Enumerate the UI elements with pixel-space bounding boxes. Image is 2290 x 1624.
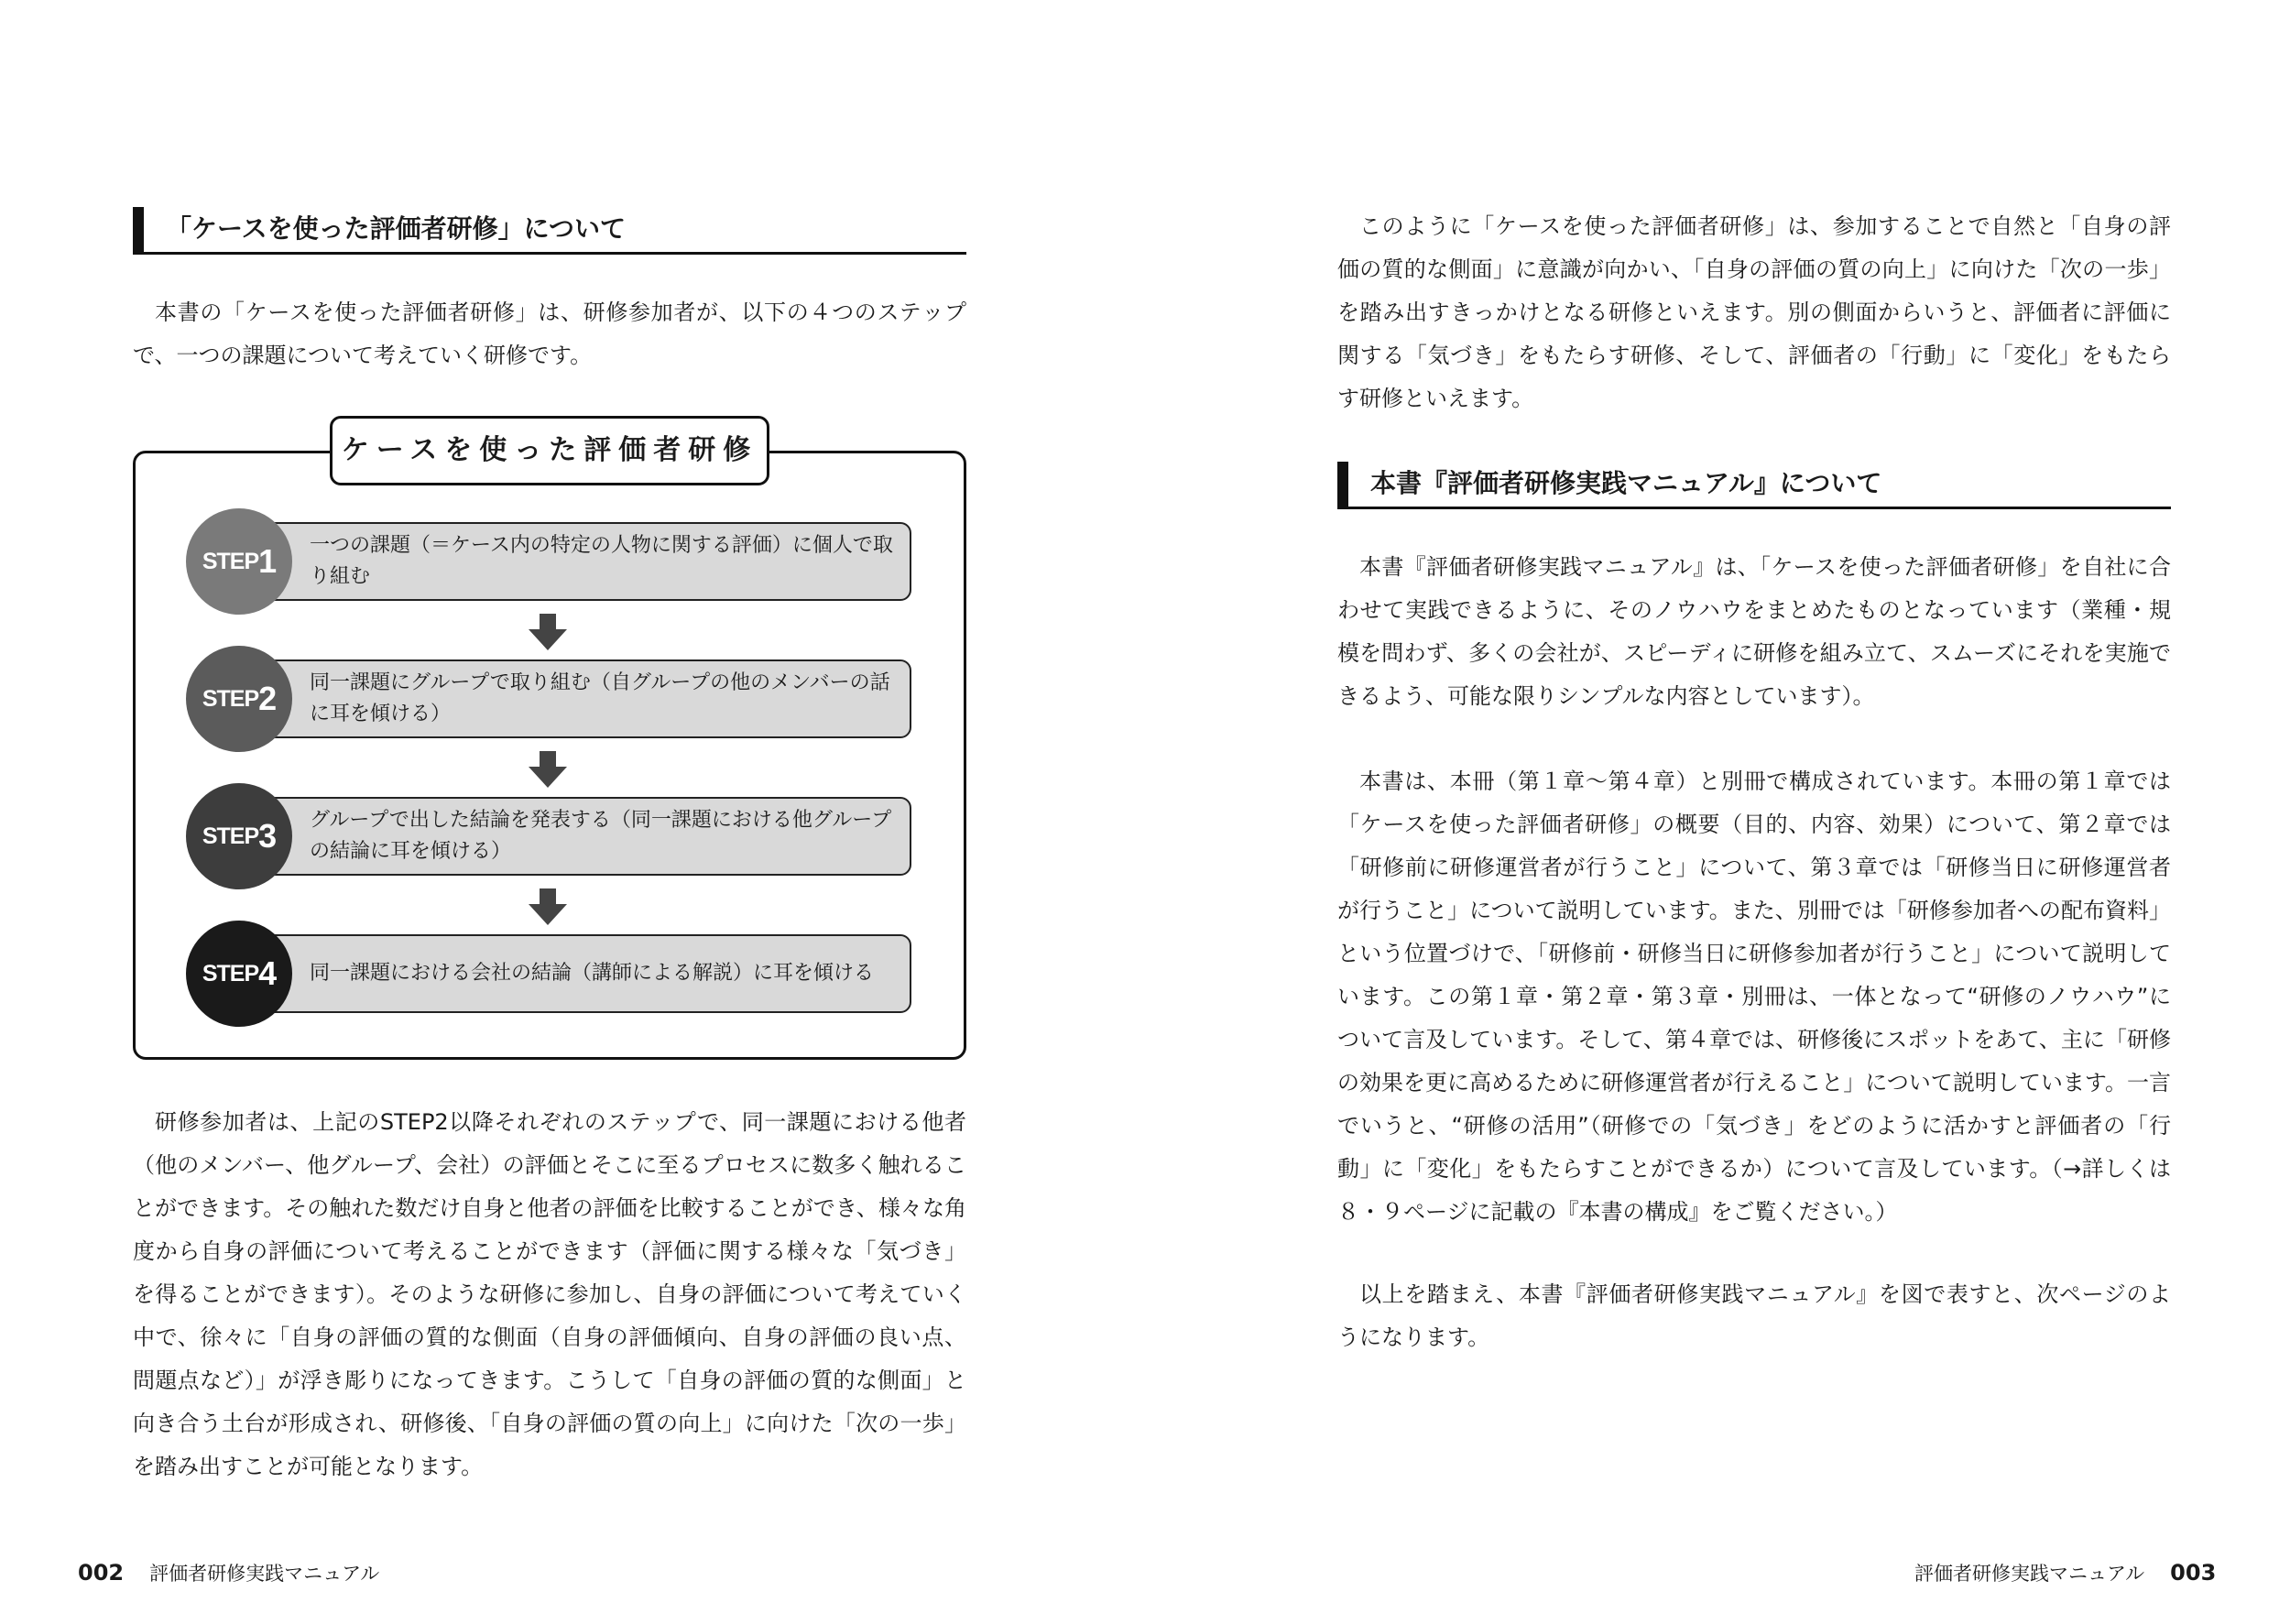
right-paragraph-3 [1337,760,2171,1234]
right-text-1: このように「ケースを使った評価者研修」は、参加することで自然と「自身の評価の質的な側面」に意識が向かい、「自身の評価の質の向上」に向けた「次の一歩」を踏み出すきっかけとなる研修といえます。別の側面からいうと、評価者に評価に関する「気づき」をもたらす研修、そして、評価者の「行動」に「変化」をもたらす研修といえます。 [1337,213,2171,411]
section-heading-case-training: 「ケースを使った評価者研修」について [133,207,966,255]
right-paragraph-2 [1337,546,2171,718]
running-title-left: 評価者研修実践マニュアル [149,1563,380,1585]
intro-text: 本書の「ケースを使った評価者研修」は、研修参加者が、以下の４つのステップで、一つの課題について考えていく研修です。 [133,300,966,368]
intro-paragraph [133,291,966,377]
down-arrow-icon [529,888,567,925]
step-3-text: グループで出した結論を発表する（同一課題における他グループの結論に耳を傾ける） [310,809,892,863]
page-number-right: 003 [2170,1560,2217,1586]
left-footer [78,1559,379,1586]
page-number-left: 002 [78,1560,125,1586]
step-1-word: STEP [202,548,259,574]
step-4-number: 4 [258,954,277,992]
participant-text: 研修参加者は、上記のSTEP2以降それぞれのステップで、同一課題における他者（他のメンバー、他グループ、会社）の評価とそこに至るプロセスに数多く触れることができます。その触れた数だけ自身と他者の評価を比較することができ、様々な角度から自身の評価について考えることができます（評価に関する様々な「気づき」を得ることができます）。そのような研修に参加し、自身の評価について考えていく中で、徐々に「自身の評価の質的な側面（自身の評価傾向、自身の評価の良い点、問題点など）」が浮き彫りになってきます。こうして「自身の評価の質的な側面」と向き合う土台が形成され、研修後、「自身の評価の質の向上」に向けた「次の一歩」を踏み出すことが可能となります。 [133,1109,966,1479]
right-footer [1914,1559,2216,1586]
step-4-bar [247,934,911,1013]
steps-diagram-title: ケースを使った評価者研修 [330,416,769,485]
step-3-badge [186,783,292,889]
step-1-text: 一つの課題（＝ケース内の特定の人物に関する評価）に個人で取り組む [310,534,893,588]
step-1-badge [186,508,292,615]
step-3-word: STEP [202,823,259,849]
step-2-badge [186,646,292,752]
step-2-word: STEP [202,685,259,712]
step-1-number: 1 [258,542,277,580]
down-arrow-icon [529,614,567,650]
running-title-right: 評価者研修実践マニュアル [1914,1563,2145,1585]
right-paragraph-1 [1337,205,2171,420]
step-4-text: 同一課題における会社の結論（講師による解説）に耳を傾ける [310,962,875,985]
step-3-bar [247,797,911,876]
right-paragraph-4 [1337,1273,2171,1359]
step-2-text: 同一課題にグループで取り組む（自グループの他のメンバーの話に耳を傾ける） [310,671,890,725]
right-page [1145,0,2290,1624]
step-4-badge [186,921,292,1027]
participant-paragraph [133,1101,966,1488]
step-4-word: STEP [202,960,259,986]
right-text-4: 以上を踏まえ、本書『評価者研修実践マニュアル』を図で表すと、次ページのようになります。 [1337,1281,2171,1350]
down-arrow-icon [529,751,567,788]
right-text-3: 本書は、本冊（第１章〜第４章）と別冊で構成されています。本冊の第１章では「ケースを使った評価者研修」の概要（目的、内容、効果）について、第２章では「研修前に研修運営者が行うこと」について、第３章では「研修当日に研修運営者が行うこと」について説明しています。また、別冊では「研修参加者への配布資料」という位置づけで、「研修前・研修当日に研修参加者が行うこと」について説明しています。この第１章・第２章・第３章・別冊は、一体となって“研修のノウハウ”について言及しています。そして、第４章では、研修後にスポットをあて、主に「研修の効果を更に高めるために研修運営者が行えること」について説明しています。一言でいうと、“研修の活用”（研修での「気づき」をどのように活かすと評価者の「行動」に「変化」をもたらすことができるか）について言及しています。（→詳しくは８・９ページに記載の『本書の構成』をご覧ください。） [1337,768,2171,1225]
right-text-2: 本書『評価者研修実践マニュアル』は、「ケースを使った評価者研修」を自社に合わせて実践できるように、そのノウハウをまとめたものとなっています（業種・規模を問わず、多くの会社が、スピーディに研修を組み立て、スムーズにそれを実施できるよう、可能な限りシンプルな内容としています）。 [1337,554,2171,709]
step-2-number: 2 [258,680,277,717]
step-1-bar [247,522,911,601]
section-heading-manual: 本書『評価者研修実践マニュアル』について [1337,462,2171,509]
step-2-bar [247,659,911,738]
step-3-number: 3 [258,817,277,855]
